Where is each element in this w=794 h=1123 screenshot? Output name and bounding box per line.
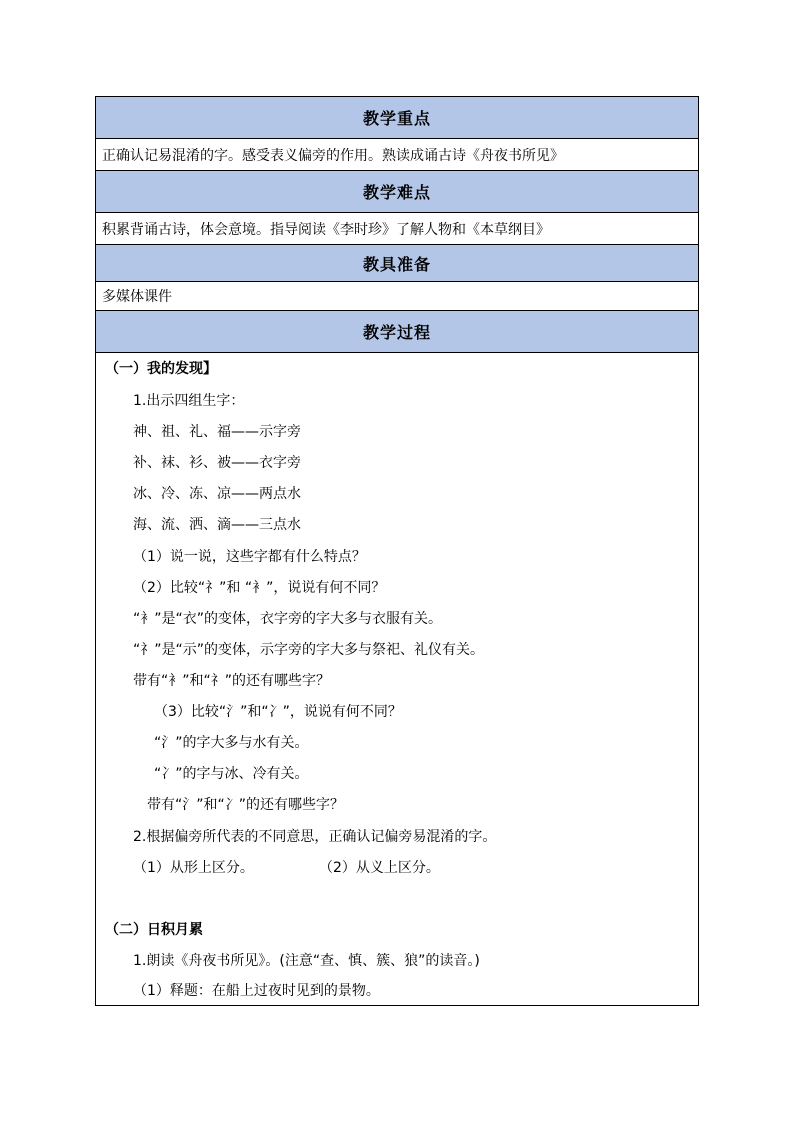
process-line: （1）从形上区分。 <box>133 860 254 876</box>
process-line: 带有“氵”和“冫”的还有哪些字？ <box>147 797 345 813</box>
process-line: （1）释题：在船上过夜时见到的景物。 <box>133 983 380 999</box>
teaching-focus-heading: 教学重点 <box>96 97 699 139</box>
lesson-plan-table <box>95 96 699 1006</box>
process-line: 补、袜、衫、被——衣字旁 <box>133 455 301 471</box>
teaching-tools-text: 多媒体课件 <box>96 282 699 311</box>
process-line: （1）说一说，这些字都有什么特点？ <box>133 549 366 565</box>
process-line: 2.根据偏旁所代表的不同意思，正确认记偏旁易混淆的字。 <box>133 829 497 845</box>
teaching-difficulty-text: 积累背诵古诗，体会意境。指导阅读《李时珍》了解人物和《本草纲目》 <box>96 213 699 245</box>
part2-title: （二）日积月累 <box>105 922 203 938</box>
process-line: “氵”的字大多与水有关。 <box>154 735 309 751</box>
part1-title: （一）我的发现】 <box>105 361 217 377</box>
process-line: （2）比较“礻”和 “衤”，说说有何不同？ <box>133 580 386 596</box>
process-line: 1.朗读《舟夜书所见》。(注意“查、慎、簇、狼”的读音。) <box>133 953 480 969</box>
teaching-focus-text: 正确认记易混淆的字。感受表义偏旁的作用。熟读成诵古诗《舟夜书所见》 <box>96 139 699 171</box>
process-line: “礻”是“示”的变体，示字旁的字大多与祭祀、礼仪有关。 <box>133 642 485 658</box>
process-line: “衤”是“衣”的变体，衣字旁的字大多与衣服有关。 <box>133 611 443 627</box>
teaching-process-body <box>96 353 699 1006</box>
teaching-difficulty-heading: 教学难点 <box>96 171 699 213</box>
teaching-tools-heading: 教具准备 <box>96 245 699 282</box>
process-line: 冰、冷、冻、凉——两点水 <box>133 486 301 502</box>
process-line: 神、祖、礼、福——示字旁 <box>133 424 301 440</box>
teaching-process-heading: 教学过程 <box>96 311 699 353</box>
process-line: 海、流、洒、滴——三点水 <box>133 517 301 533</box>
process-line: 1.出示四组生字： <box>133 393 245 409</box>
process-line: “冫”的字与冰、冷有关。 <box>154 766 309 782</box>
process-line: （3）比较“氵”和“冫”，说说有何不同？ <box>154 704 402 720</box>
process-line: 带有“衤”和“礻”的还有哪些字？ <box>133 673 331 689</box>
process-line: （2）从义上区分。 <box>319 860 440 876</box>
